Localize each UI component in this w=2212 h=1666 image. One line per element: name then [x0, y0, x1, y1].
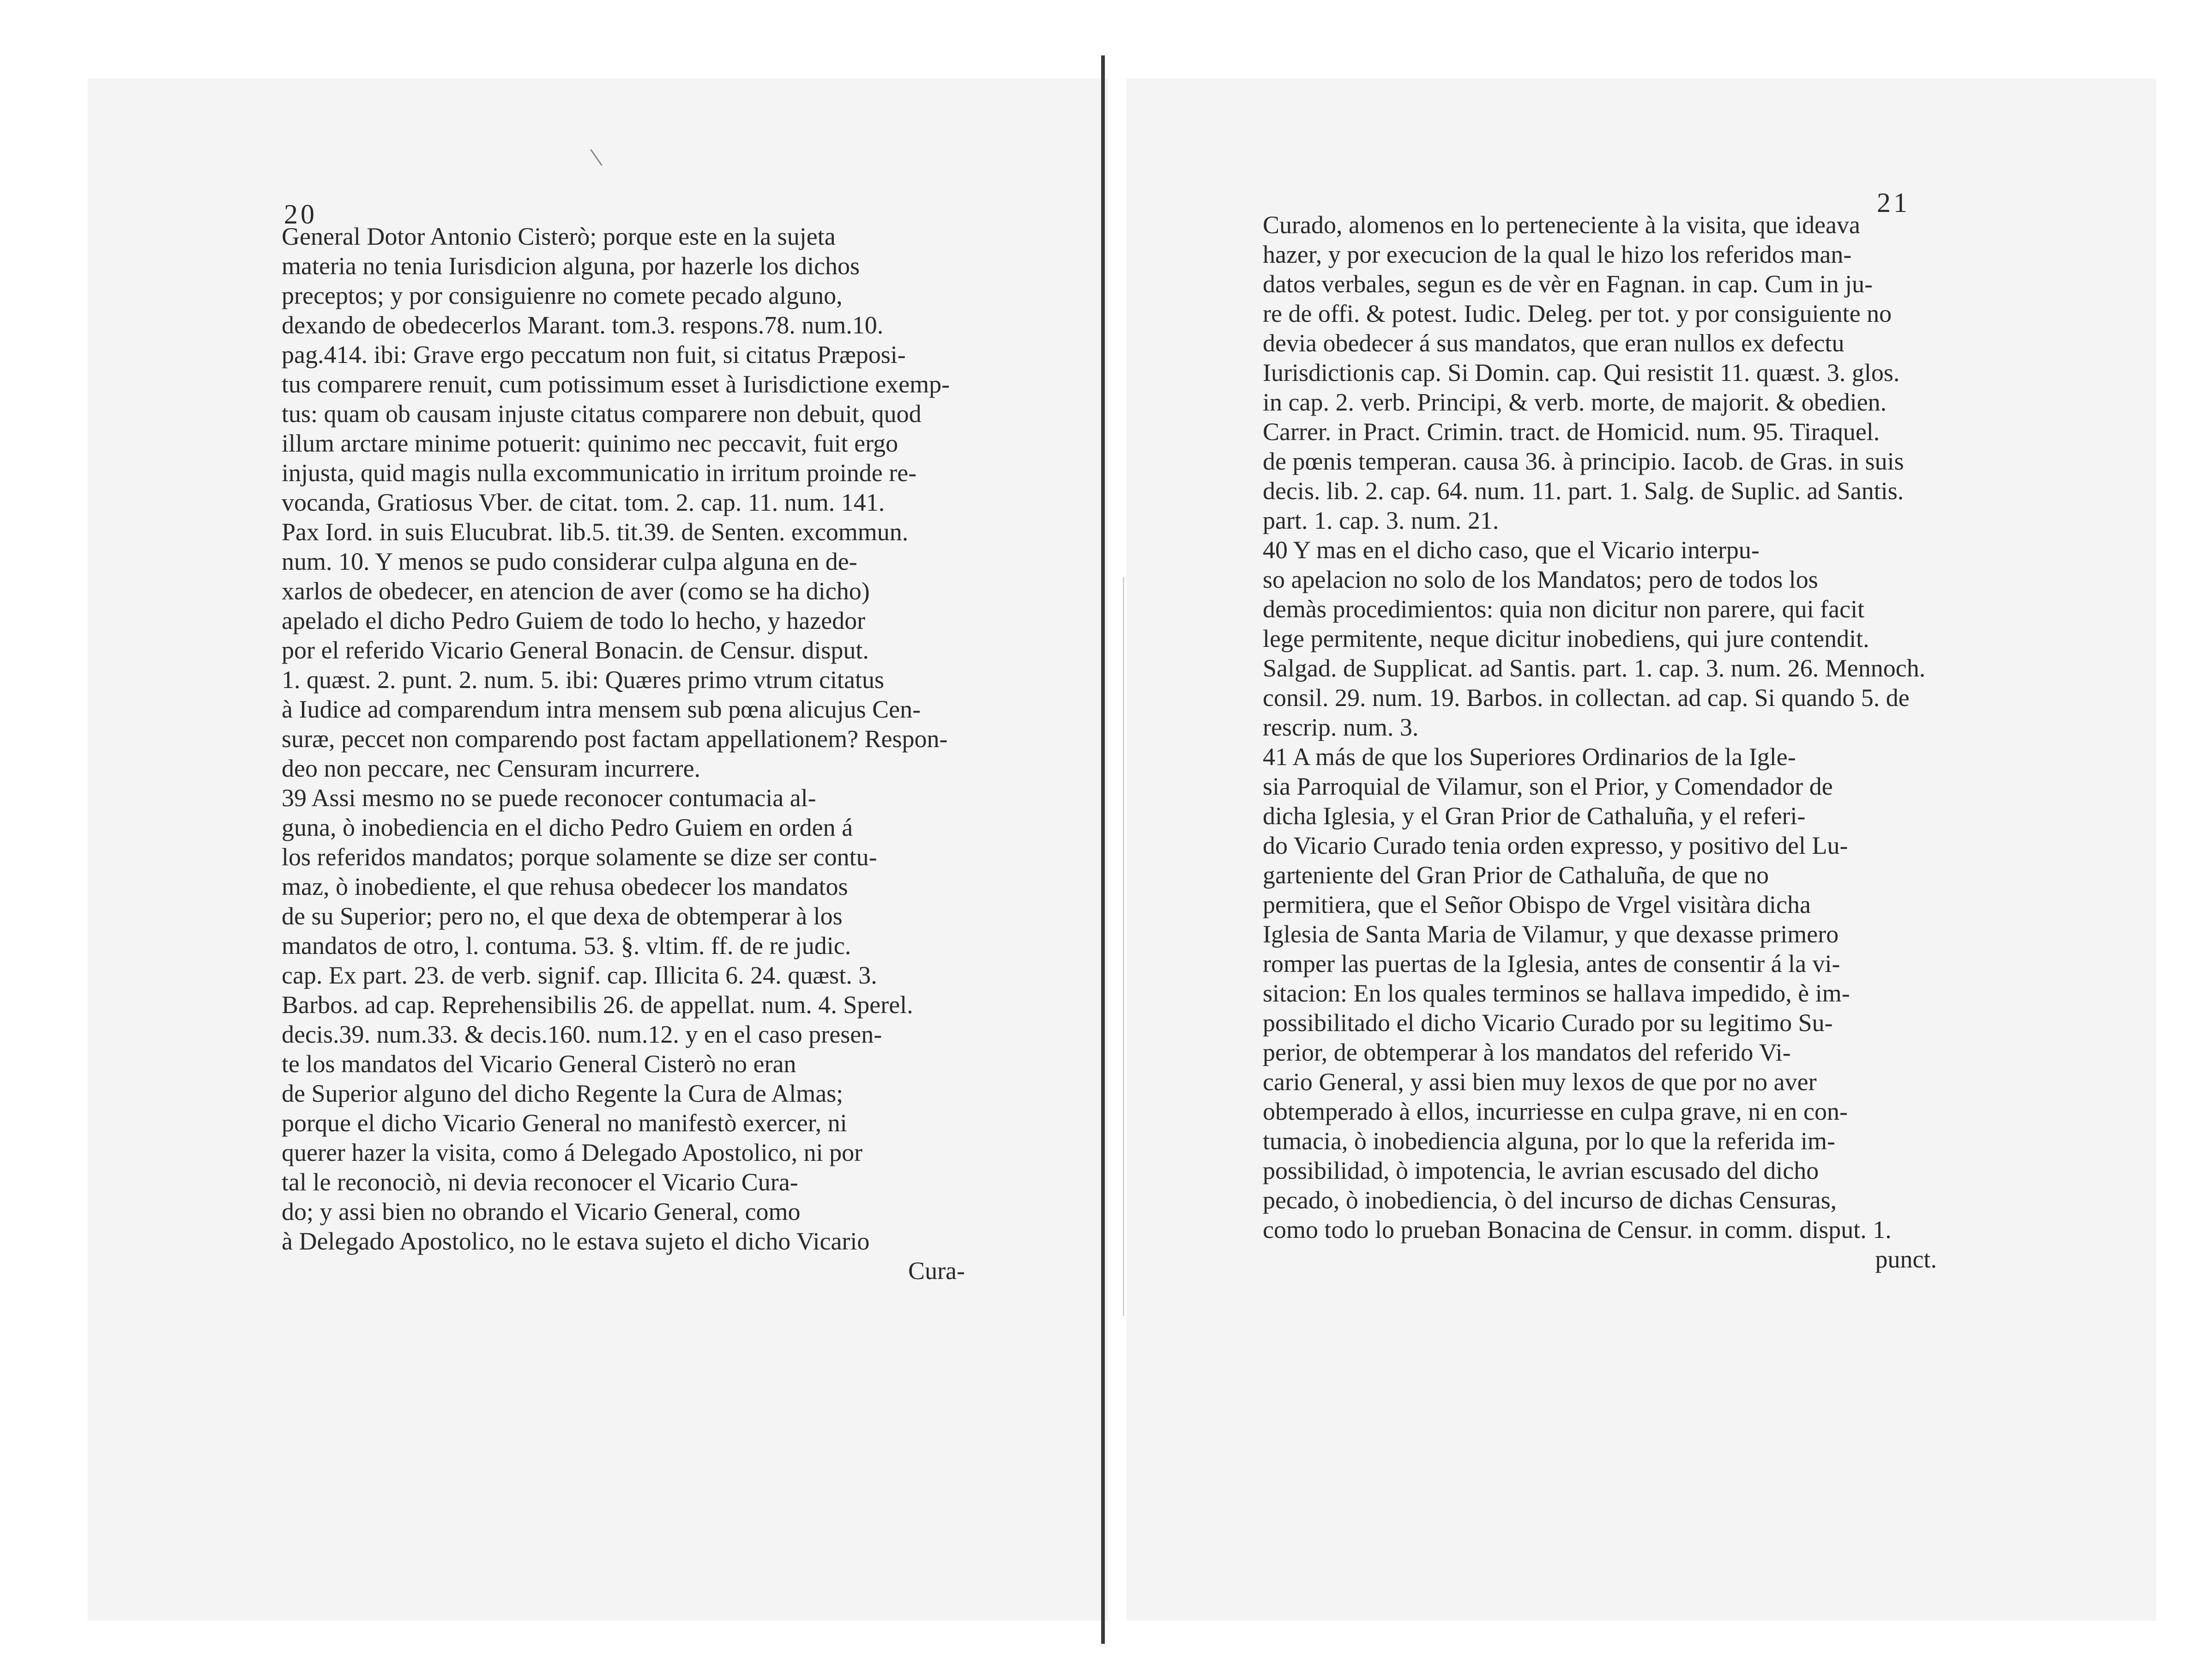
left-page-text-line: vocanda, Gratiosus Vber. de citat. tom. 2. cap. 11. num. 141. [282, 489, 885, 516]
left-page-text-line: porque el dicho Vicario General no manifestò exercer, ni [282, 1109, 847, 1137]
left-page-text-line: do; y assi bien no obrando el Vicario General, como [282, 1198, 801, 1225]
right-page-text-line: Iglesia de Santa Maria de Vilamur, y que dexasse primero [1263, 920, 1839, 948]
right-page-text-line: sitacion: En los quales terminos se hallava impedido, è im- [1263, 979, 1850, 1007]
left-page-text-line: deo non peccare, nec Censuram incurrere. [282, 755, 701, 782]
right-page-text-line: decis. lib. 2. cap. 64. num. 11. part. 1. Salg. de Suplic. ad Santis. [1263, 477, 1904, 505]
right-page-text-line: lege permitente, neque dicitur inobediens, qui jure contendit. [1263, 625, 1869, 652]
right-page-text-line: Salgad. de Supplicat. ad Santis. part. 1. cap. 3. num. 26. Mennoch. [1263, 654, 1926, 682]
left-page-text-line: te los mandatos del Vicario General Cisterò no eran [282, 1050, 796, 1078]
right-page-text-line: romper las puertas de la Iglesia, antes de consentir á la vi- [1263, 950, 1840, 978]
right-page-text-line: in cap. 2. verb. Principi, & verb. morte, de majorit. & obedien. [1263, 388, 1887, 416]
right-page-number: 21 [1877, 187, 1910, 218]
right-page-text-line: Carrer. in Pract. Crimin. tract. de Homicid. num. 95. Tiraquel. [1263, 418, 1880, 446]
gutter-shadow [1123, 577, 1124, 1316]
right-page-text-line: cario General, y assi bien muy lexos de que por no aver [1263, 1068, 1817, 1096]
left-page-text-line: 1. quæst. 2. punt. 2. num. 5. ibi: Quæres primo vtrum citatus [282, 666, 884, 694]
book-gutter [1101, 55, 1105, 1644]
right-page-text-line: 41 A más de que los Superiores Ordinarios de la Igle- [1263, 743, 1796, 771]
left-page-text-line: Pax Iord. in suis Elucubrat. lib.5. tit.39. de Senten. excommun. [282, 518, 909, 546]
right-page-text-line: so apelacion no solo de los Mandatos; pero de todos los [1263, 566, 1818, 593]
right-page-text-line: hazer, y por execucion de la qual le hizo los referidos man- [1263, 241, 1852, 268]
right-page-text-line: punct. [1875, 1245, 1937, 1273]
left-page-text-line: à Iudice ad comparendum intra mensem sub pœna alicujus Cen- [282, 695, 921, 723]
left-page-text-line: 39 Assi mesmo no se puede reconocer contumacia al- [282, 784, 816, 812]
left-page-text-line: suræ, peccet non comparendo post factam appellationem? Respon- [282, 725, 948, 753]
left-page-text-line: tus: quam ob causam injuste citatus comparere non debuit, quod [282, 400, 922, 428]
left-page-text-line: injusta, quid magis nulla excommunicatio in irritum proinde re- [282, 459, 917, 487]
right-page-text-line: possibilidad, ò impotencia, le avrian escusado del dicho [1263, 1157, 1819, 1184]
right-page-text-line: Curado, alomenos en lo perteneciente à la visita, que ideava [1263, 211, 1860, 239]
right-page-text-line: consil. 29. num. 19. Barbos. in collectan. ad cap. Si quando 5. de [1263, 684, 1910, 712]
right-page-text-line: como todo lo prueban Bonacina de Censur. in comm. disput. 1. [1263, 1216, 1892, 1243]
right-page-text [1263, 210, 1937, 1274]
right-page-text-line: rescrip. num. 3. [1263, 713, 1419, 741]
left-page-text-line: querer hazer la visita, como á Delegado Apostolico, ni por [282, 1139, 863, 1166]
left-page-text-line: los referidos mandatos; porque solamente se dize ser contu- [282, 843, 877, 871]
left-page-text-line: dexando de obedecerlos Marant. tom.3. respons.78. num.10. [282, 311, 884, 339]
left-page-text-line: Cura- [908, 1257, 965, 1285]
right-page-text-line: garteniente del Gran Prior de Cathaluña, de que no [1263, 861, 1769, 889]
left-page-text-line: de Superior alguno del dicho Regente la Cura de Almas; [282, 1080, 844, 1107]
left-page-text-line: tal le reconociò, ni devia reconocer el Vicario Cura- [282, 1168, 798, 1196]
left-page-text-line: xarlos de obedecer, en atencion de aver (como se ha dicho) [282, 577, 870, 605]
right-page-text-line: pecado, ò inobediencia, ò del incurso de dichas Censuras, [1263, 1186, 1837, 1214]
left-page-text-line: decis.39. num.33. & decis.160. num.12. y en el caso presen- [282, 1020, 882, 1048]
left-page-text-line: General Dotor Antonio Cisterò; porque este en la sujeta [282, 223, 836, 250]
left-page-text-line: por el referido Vicario General Bonacin. de Censur. disput. [282, 636, 869, 664]
left-page-text-line: guna, ò inobediencia en el dicho Pedro Guiem en orden á [282, 814, 853, 841]
right-page-text-line: datos verbales, segun es de vèr en Fagnan. in cap. Cum in ju- [1263, 270, 1873, 298]
right-page-text-line: Iurisdictionis cap. Si Domin. cap. Qui resistit 11. quæst. 3. glos. [1263, 359, 1900, 386]
right-page-text-line: 40 Y mas en el dicho caso, que el Vicario interpu- [1263, 536, 1760, 564]
left-page-text-line: tus comparere renuit, cum potissimum esset à Iurisdictione exemp- [282, 370, 950, 398]
right-page-text-line: dicha Iglesia, y el Gran Prior de Cathaluña, y el referi- [1263, 802, 1806, 830]
left-page-text [282, 222, 965, 1286]
right-page-text-line: demàs procedimientos: quia non dicitur non parere, qui facit [1263, 595, 1865, 623]
right-page-text-line: perior, de obtemperar à los mandatos del referido Vi- [1263, 1038, 1791, 1066]
left-page-text-line: de su Superior; pero no, el que dexa de obtemperar à los [282, 902, 843, 930]
left-page-text-line: maz, ò inobediente, el que rehusa obedecer los mandatos [282, 873, 848, 900]
left-page-text-line: cap. Ex part. 23. de verb. signif. cap. Illicita 6. 24. quæst. 3. [282, 961, 877, 989]
left-page-number: 20 [284, 199, 317, 229]
left-page-text-line: materia no tenia Iurisdicion alguna, por hazerle los dichos [282, 252, 860, 280]
right-page-text-line: part. 1. cap. 3. num. 21. [1263, 507, 1499, 534]
left-page-text-line: pag.414. ibi: Grave ergo peccatum non fuit, si citatus Præposi- [282, 341, 906, 368]
left-page-text-line: preceptos; y por consiguienre no comete pecado alguno, [282, 282, 843, 309]
left-page-text-line: mandatos de otro, l. contuma. 53. §. vltim. ff. de re judic. [282, 932, 851, 960]
right-page-text-line: re de offi. & potest. Iudic. Deleg. per tot. y por consiguiente no [1263, 300, 1892, 327]
right-page-text-line: tumacia, ò inobediencia alguna, por lo que la referida im- [1263, 1127, 1835, 1155]
left-page-text-line: num. 10. Y menos se pudo considerar culpa alguna en de- [282, 548, 857, 575]
right-page-text-line: de pœnis temperan. causa 36. à principio. Iacob. de Gras. in suis [1263, 447, 1904, 475]
left-page-text-line: apelado el dicho Pedro Guiem de todo lo hecho, y hazedor [282, 607, 866, 634]
right-page-text-line: sia Parroquial de Vilamur, son el Prior, y Comendador de [1263, 773, 1833, 800]
left-page-text-line: à Delegado Apostolico, no le estava sujeto el dicho Vicario [282, 1227, 870, 1255]
right-page-text-line: obtemperado à ellos, incurriesse en culpa grave, ni en con- [1263, 1098, 1848, 1125]
right-page-text-line: permitiera, que el Señor Obispo de Vrgel visitàra dicha [1263, 891, 1811, 918]
left-page-text-line: illum arctare minime potuerit: quinimo nec peccavit, fuit ergo [282, 429, 898, 457]
right-page-text-line: possibilitado el dicho Vicario Curado por su legitimo Su- [1263, 1009, 1833, 1037]
left-page-text-line: Barbos. ad cap. Reprehensibilis 26. de appellat. num. 4. Sperel. [282, 991, 913, 1019]
right-page-text-line: do Vicario Curado tenia orden expresso, y positivo del Lu- [1263, 832, 1848, 859]
right-page-text-line: devia obedecer á sus mandatos, que eran nullos ex defectu [1263, 329, 1844, 357]
